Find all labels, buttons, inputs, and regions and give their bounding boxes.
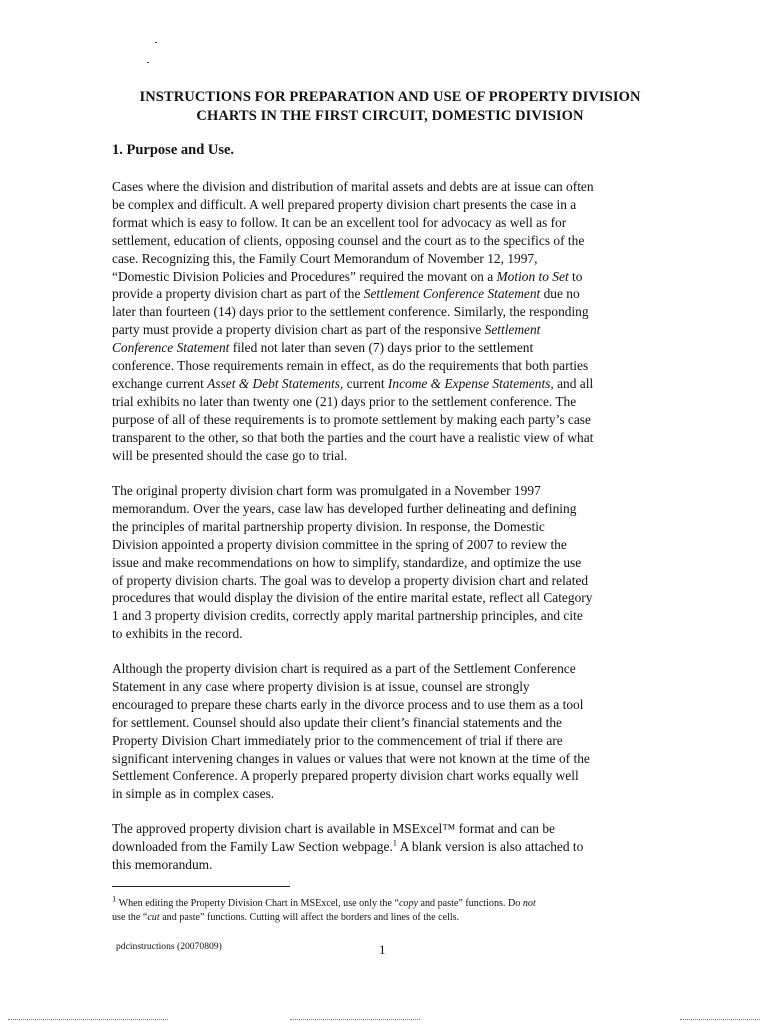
text-line: Division appointed a property division committee in the spring of 2007 to review the [112, 536, 567, 552]
italic-term: Settlement [484, 322, 541, 338]
scan-artifact [680, 1019, 760, 1020]
text-line: Property Division Chart immediately prior to the commencement of trial if there are [112, 732, 563, 748]
text-line: The approved property division chart is available in MSExcel™ format and can be [112, 821, 555, 836]
footnote-divider [112, 886, 290, 887]
text-line: conference. Those requirements remain in effect, as do the requirements that both parties [112, 358, 589, 374]
page-number: 1 [379, 942, 386, 957]
italic-term: Conference Statement [112, 340, 230, 356]
text-line: “Domestic Division Policies and Procedures” required the movant on a Motion to Set to [112, 268, 583, 284]
scan-artifact [8, 1019, 168, 1020]
text-line: 1 and 3 property division credits, correctly apply marital partnership principles, and cite [112, 608, 583, 624]
italic-term: Asset & Debt Statements, [207, 375, 344, 391]
text-line: purpose of all of these requirements is to promote settlement by making each party’s case [112, 411, 591, 427]
title-line: CHARTS IN THE FIRST CIRCUIT, DOMESTIC DIVISION [196, 108, 584, 124]
paragraph-settlement [112, 660, 664, 803]
text-line: in simple as in complex cases. [112, 786, 275, 802]
text-line: Cases where the division and distribution of marital assets and debts are at issue can often [112, 179, 594, 194]
text-line: be complex and difficult. A well prepared property division chart presents the case in a [112, 196, 577, 212]
paragraph-availability [112, 820, 664, 874]
title-line: INSTRUCTIONS FOR PREPARATION AND USE OF PROPERTY DIVISION [139, 89, 641, 105]
text-line: memorandum. Over the years, case law has developed further delineating and defining [112, 500, 577, 516]
text-line: to exhibits in the record. [112, 626, 243, 642]
footnote-line: use the “cut and paste” functions. Cutting will affect the borders and lines of the cells. [112, 912, 460, 923]
scan-artifact [290, 1019, 420, 1020]
text-line: of property division charts. The goal was to develop a property division chart and related [112, 572, 589, 588]
text-line: transparent to the other, so that both the parties and the court have a realistic view of what [112, 429, 594, 445]
footnote-line: $^1$ When editing the Property Division Chart in MSExcel, use only the “copy and paste” functions. Do not [112, 893, 536, 909]
text-line: will be presented should the case go to trial. [112, 447, 348, 463]
italic-term: Settlement Conference Statement [363, 286, 541, 302]
text-line: encouraged to prepare these charts early in the divorce process and to use them as a tool [112, 696, 584, 712]
text-line: the principles of marital partnership property division. In response, the Domestic [112, 518, 545, 534]
text-line: significant intervening changes in values or values that were not known at the time of the [112, 750, 590, 766]
footer-file-label: pdcinstructions (20070809) [116, 941, 222, 952]
footnote [112, 893, 672, 925]
text-line: procedures that would display the division of the entire marital estate, reflect all Category [112, 590, 593, 606]
text-line: downloaded from the Family Law Section webpage.$^1$ A blank version is also attached to [112, 837, 584, 854]
scan-speck [155, 42, 157, 43]
text-line: issue and make recommendations on how to simplify, standardize, and optimize the use [112, 554, 582, 570]
text-line: exchange current Asset & Debt Statements, current Income & Expense Statements, and all [112, 375, 594, 391]
text-line: The original property division chart form was promulgated in a November 1997 [112, 483, 541, 498]
document-title [110, 88, 670, 126]
text-line: format which is easy to follow. It can be an excellent tool for advocacy as well as for [112, 214, 567, 230]
text-line: settlement, education of clients, opposing counsel and the court as to the specifics of the [112, 232, 585, 248]
text-line: Settlement Conference. A properly prepared property division chart works equally well [112, 768, 579, 784]
paragraph-purpose [112, 178, 664, 465]
footnote-marker: 1 [392, 837, 398, 848]
text-line: later than fourteen (14) days prior to the settlement conference. Similarly, the responding [112, 304, 589, 320]
italic-term: Income & Expense Statements, [387, 375, 554, 391]
text-line: this memorandum. [112, 856, 213, 872]
text-line: provide a property division chart as part of the Settlement Conference Statement due no [112, 286, 580, 302]
footnote-number: 1 [112, 893, 117, 904]
paragraph-history [112, 482, 664, 643]
text-line: Conference Statement filed not later than seven (7) days prior to the settlement [112, 340, 534, 356]
italic-term: Motion to Set [496, 268, 569, 284]
scan-speck [147, 62, 149, 63]
text-line: Statement in any case where property division is at issue, counsel are strongly [112, 678, 530, 694]
section-heading: 1. Purpose and Use. [112, 142, 235, 158]
text-line: trial exhibits no later than twenty one (21) days prior to the settlement conference. The [112, 393, 577, 409]
text-line: party must provide a property division chart as part of the responsive Settlement [112, 322, 541, 338]
text-line: case. Recognizing this, the Family Court Memorandum of November 12, 1997, [112, 250, 538, 266]
text-line: Although the property division chart is required as a part of the Settlement Conference [112, 661, 576, 676]
text-line: for settlement. Counsel should also update their client’s financial statements and the [112, 714, 562, 730]
